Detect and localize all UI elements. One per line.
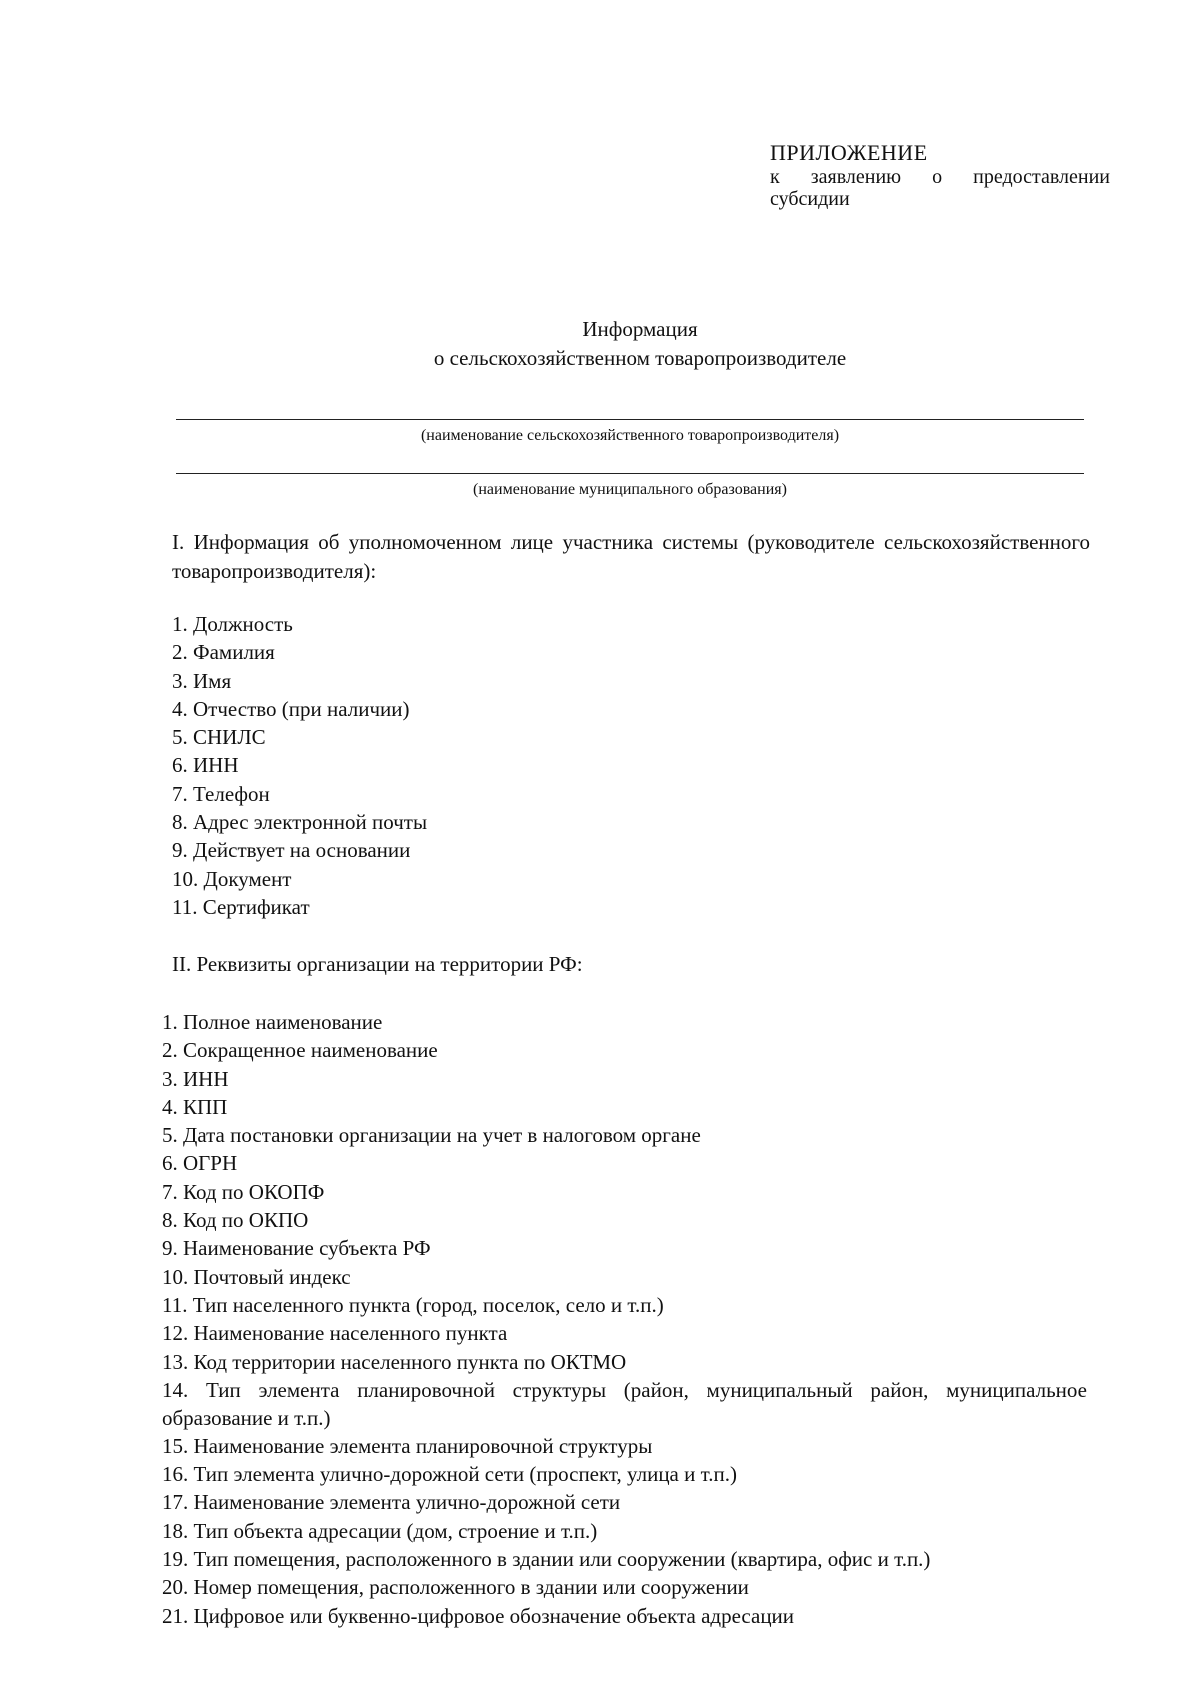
section1-heading: I. Информация об уполномоченном лице участника системы (руководителе сельскохозяйственного товаропроизводителя): (172, 530, 1090, 583)
section2-heading: II. Реквизиты организации на территории РФ: (172, 952, 583, 976)
document-title-line2: о сельскохозяйственном товаропроизводителе (433, 346, 847, 370)
list-item: 11. Сертификат (172, 894, 310, 919)
producer-name-caption: (наименование сельскохозяйственного товаропроизводителя) (420, 427, 840, 444)
document-title (300, 315, 980, 373)
section2-list (162, 1008, 1087, 1630)
list-item: 3. Имя (172, 668, 232, 693)
list-item: 10. Документ (172, 866, 292, 891)
list-item: 7. Код по ОКОПФ (162, 1179, 325, 1204)
list-item: 4. Отчество (при наличии) (172, 696, 410, 721)
list-item: 9. Наименование субъекта РФ (162, 1236, 431, 1261)
list-item: 19. Тип помещения, расположенного в здании или сооружении (квартира, офис и т.п.) (162, 1547, 931, 1572)
list-item: 6. ОГРН (162, 1151, 238, 1176)
list-item: 21. Цифровое или буквенно-цифровое обозначение объекта адресации (162, 1603, 795, 1628)
list-item: 2. Фамилия (172, 640, 275, 665)
list-item: 12. Наименование населенного пункта (162, 1321, 508, 1346)
list-item: 8. Адрес электронной почты (172, 810, 428, 835)
list-item: 15. Наименование элемента планировочной структуры (162, 1433, 653, 1458)
list-item: 4. КПП (162, 1094, 228, 1119)
list-item: 11. Тип населенного пункта (город, поселок, село и т.п.) (162, 1292, 664, 1317)
list-item: 1. Должность (172, 612, 293, 636)
appendix-header (770, 140, 1110, 210)
list-item: 13. Код территории населенного пункта по ОКТМО (162, 1349, 627, 1374)
list-item: 7. Телефон (172, 781, 270, 806)
list-item: 9. Действует на основании (172, 838, 411, 863)
municipality-line (176, 473, 1084, 474)
list-item: 10. Почтовый индекс (162, 1264, 351, 1289)
list-item: 5. СНИЛС (172, 725, 266, 750)
list-item: 20. Номер помещения, расположенного в здании или сооружении (162, 1575, 749, 1600)
list-item: 16. Тип элемента улично-дорожной сети (проспект, улица и т.п.) (162, 1462, 737, 1487)
list-item: 6. ИНН (172, 753, 239, 778)
appendix-subtitle: к заявлению о предоставлении субсидии (770, 166, 1110, 210)
section1-list (172, 610, 1090, 921)
list-item: 2. Сокращенное наименование (162, 1038, 438, 1063)
document-title-line1: Информация (582, 317, 698, 341)
list-item: 1. Полное наименование (162, 1010, 383, 1034)
municipality-caption: (наименование муниципального образования) (473, 481, 787, 498)
list-item: 5. Дата постановки организации на учет в налоговом органе (162, 1123, 701, 1148)
list-item: 3. ИНН (162, 1066, 229, 1091)
appendix-title: ПРИЛОЖЕНИЕ (770, 140, 928, 165)
list-item: 18. Тип объекта адресации (дом, строение и т.п.) (162, 1518, 598, 1543)
list-item: 14. Тип элемента планировочной структуры (район, муниципальный район, муниципальное образование и т.п.) (162, 1377, 1087, 1430)
list-item: 8. Код по ОКПО (162, 1208, 309, 1233)
list-item: 17. Наименование элемента улично-дорожной сети (162, 1490, 621, 1515)
producer-name-line (176, 419, 1084, 420)
